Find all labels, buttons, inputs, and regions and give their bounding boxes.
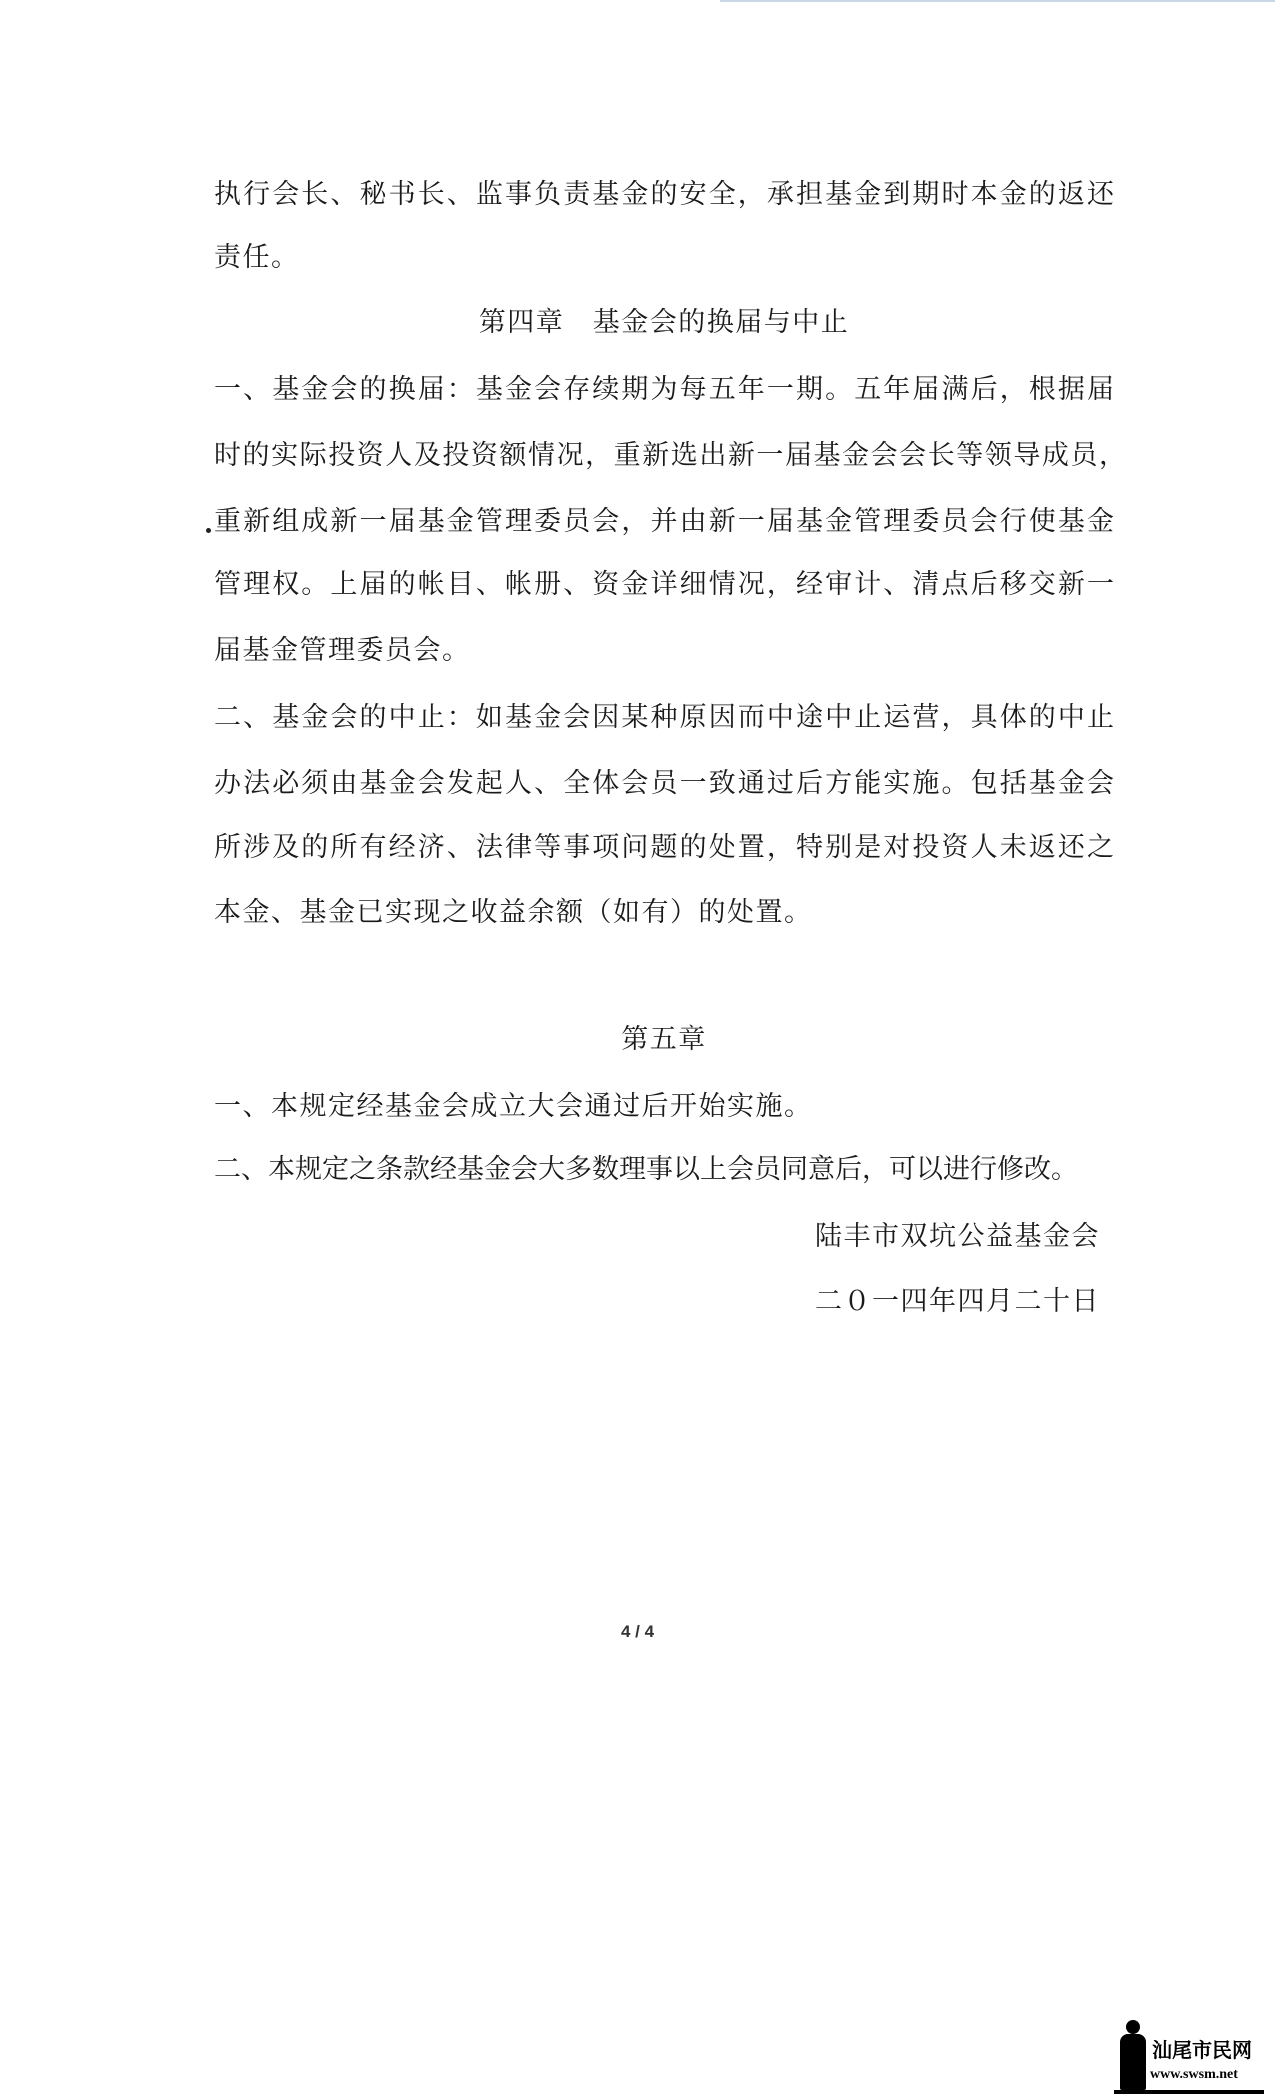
paragraph-line: 届基金管理委员会。 (214, 635, 471, 666)
watermark-base (1114, 2090, 1264, 2094)
paragraph-line: 二、本规定之条款经基金会大多数理事以上会员同意后，可以进行修改。 (214, 1154, 1078, 1185)
paragraph-line: 本金、基金已实现之收益余额（如有）的处置。 (214, 897, 813, 928)
scan-edge-line (720, 0, 1275, 2)
watermark-url: www.swsm.net (1150, 2067, 1238, 2082)
watermark-name: 汕尾市民网 (1152, 2038, 1252, 2062)
page-number: 4 / 4 (620, 1622, 655, 1641)
paragraph-line: 时的实际投资人及投资额情况，重新选出新一届基金会会长等领导成员， (214, 440, 1126, 471)
silhouette-head-icon (1126, 2020, 1140, 2034)
paragraph-line: 责任。 (214, 242, 300, 273)
watermark-logo (1112, 2020, 1270, 2098)
signature-date: 二０一四年四月二十日 (815, 1286, 1100, 1317)
paragraph-line: 二、基金会的中止：如基金会因某种原因而中途中止运营，具体的中止 (214, 702, 1114, 733)
signature-organization: 陆丰市双坑公益基金会 (815, 1221, 1100, 1252)
paragraph-line: 执行会长、秘书长、监事负责基金的安全，承担基金到期时本金的返还 (214, 179, 1114, 210)
paragraph-line: 所涉及的所有经济、法律等事项问题的处置，特别是对投资人未返还之 (214, 832, 1114, 863)
silhouette-figure-icon (1120, 2034, 1146, 2090)
chapter-five-heading: 第五章 (621, 1024, 707, 1055)
paragraph-line: 重新组成新一届基金管理委员会，并由新一届基金管理委员会行使基金 (214, 506, 1114, 537)
chapter-four-heading: 第四章 基金会的换届与中止 (478, 307, 850, 338)
paragraph-line: 管理权。上届的帐目、帐册、资金详细情况，经审计、清点后移交新一 (214, 569, 1114, 600)
paragraph-line: 一、本规定经基金会成立大会通过后开始实施。 (214, 1091, 813, 1122)
paragraph-line: 办法必须由基金会发起人、全体会员一致通过后方能实施。包括基金会 (214, 768, 1114, 799)
paragraph-line: 一、基金会的换届：基金会存续期为每五年一期。五年届满后，根据届 (214, 374, 1114, 405)
scan-dot (206, 528, 211, 533)
